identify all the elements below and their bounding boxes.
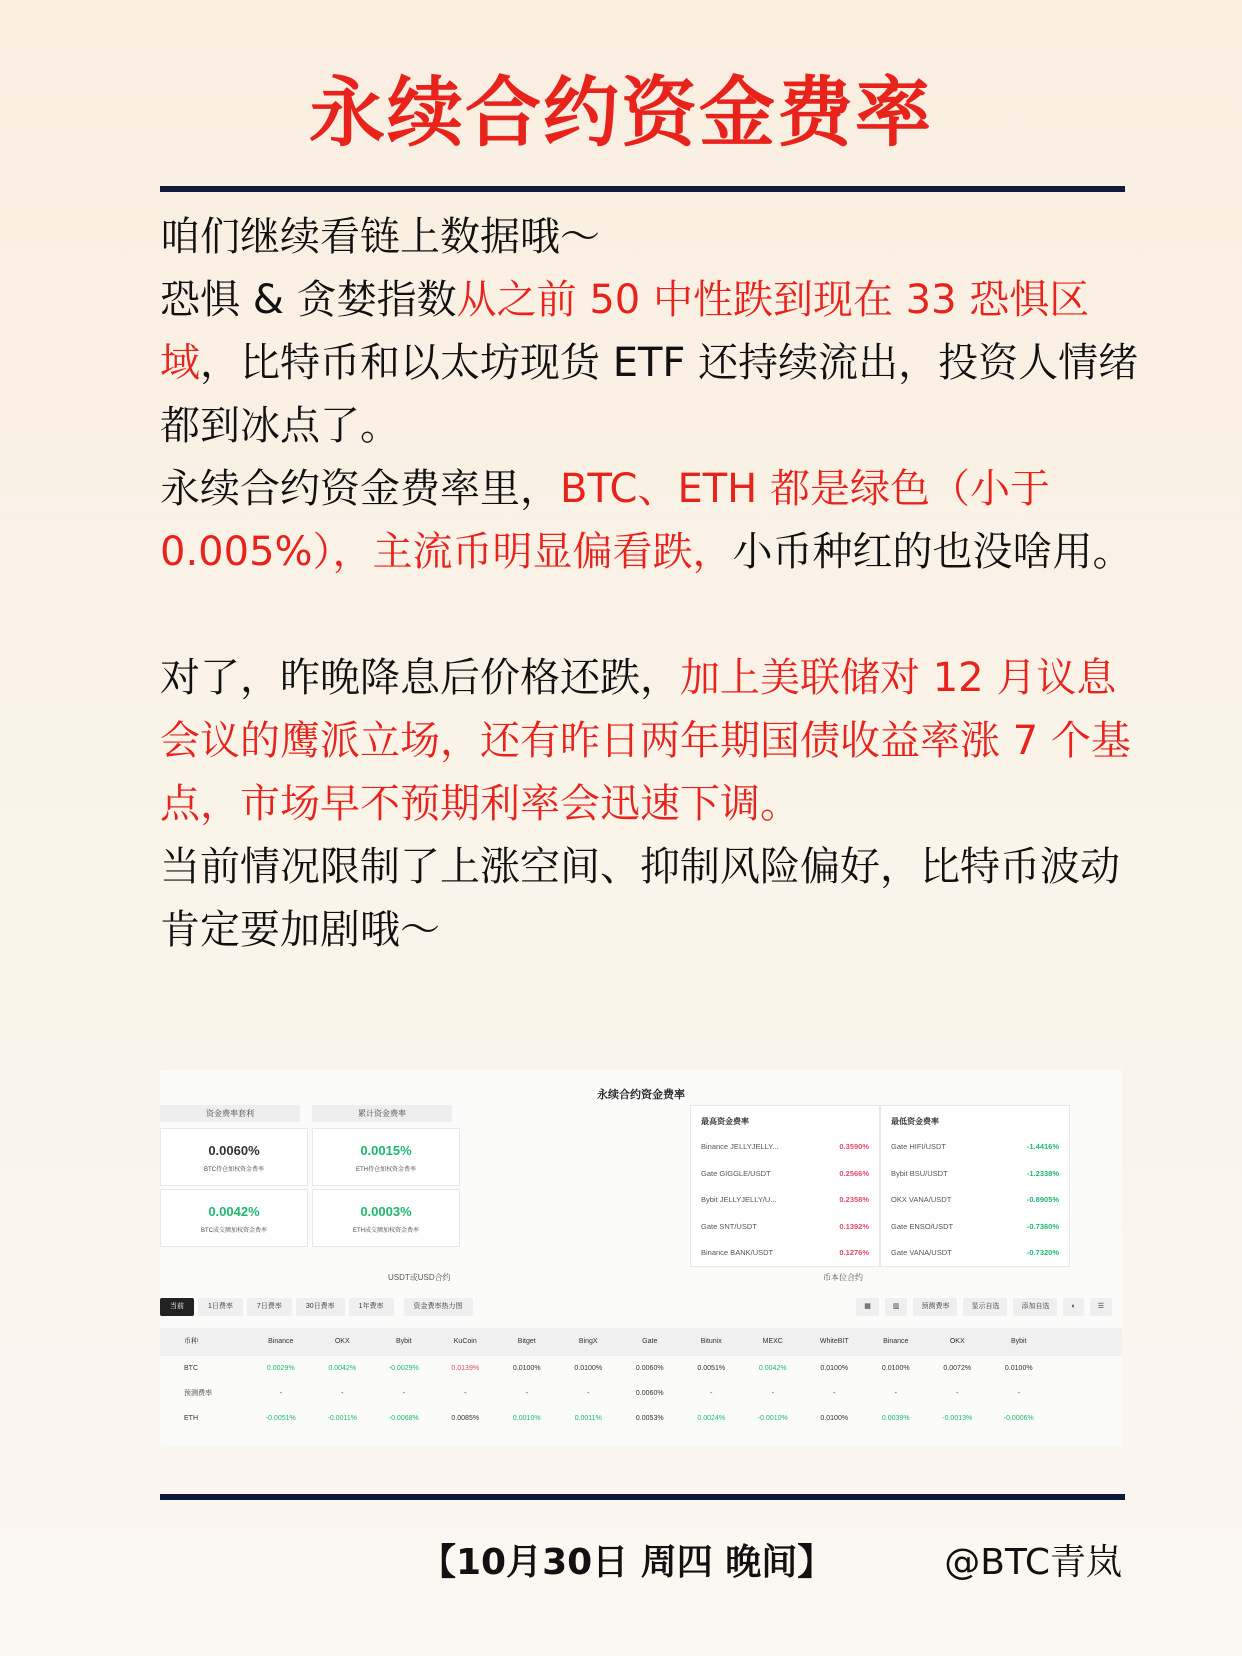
- rate-cell: 0.0100%: [820, 1415, 849, 1422]
- pair-name: Bybit BSU/USDT: [891, 1168, 948, 1178]
- rate-cell: 0.0139%: [451, 1365, 480, 1372]
- rate-cell: 0.0051%: [697, 1365, 726, 1372]
- coin-cell: ETH: [184, 1415, 198, 1422]
- rate-cell: -0.0029%: [388, 1365, 419, 1372]
- paragraph: [160, 836, 1140, 962]
- rank-row: [881, 1214, 1069, 1241]
- tab-5[interactable]: 资金费率热力图: [404, 1298, 473, 1316]
- rate-value: 0.0060%: [208, 1143, 260, 1158]
- tab-3[interactable]: 30日费率: [296, 1298, 345, 1316]
- rate-cell: 0.0072%: [943, 1365, 972, 1372]
- coin-cell: 预测费率: [184, 1390, 212, 1397]
- author-handle: @BTC青岚: [944, 1542, 1122, 1583]
- body-text-span: 永续合约资金费率里，: [160, 466, 560, 512]
- paragraph: [160, 647, 1140, 836]
- tab-1[interactable]: 1日费率: [198, 1298, 243, 1316]
- rate-cell: 0.0029%: [266, 1365, 295, 1372]
- body-text-span: ，比特币和以太坊现货 ETF 还持续流出，投资人情绪都到冰点了。: [160, 340, 1139, 449]
- rate-cell: -0.0013%: [942, 1415, 973, 1422]
- body-text-span: 恐惧 & 贪婪指数: [160, 277, 457, 323]
- rate-cell: 0.0039%: [881, 1415, 910, 1422]
- funding-rate-table: [160, 1328, 1122, 1432]
- rate-cell: -0.0068%: [388, 1415, 419, 1422]
- tool-button-2[interactable]: 预测费率: [913, 1298, 957, 1316]
- rank-header: 最高资金费率: [701, 1117, 749, 1126]
- cumulative-label: 累计资金费率: [312, 1105, 452, 1122]
- highlight-text: 加上美联储对 12 月议息会议的鹰派立场，还有昨日两年期国债收益率涨 7 个基点，市场早不预期利率会迅速下调。: [160, 655, 1131, 827]
- rank-row: [881, 1187, 1069, 1214]
- arbitrage-label: 资金费率套利: [160, 1105, 300, 1122]
- rate-cell: -: [771, 1390, 774, 1397]
- rate-cell: -: [402, 1390, 405, 1397]
- rate-cell: 0.0024%: [697, 1415, 726, 1422]
- rate-cell: -0.0011%: [327, 1415, 357, 1422]
- rate-cell: 0.0053%: [635, 1415, 664, 1422]
- pair-rate: 0.2358%: [839, 1195, 869, 1204]
- rate-cell: BingX: [578, 1338, 598, 1345]
- tab-2[interactable]: 7日费率: [247, 1298, 292, 1316]
- tab-4[interactable]: 1年费率: [349, 1298, 394, 1316]
- coin-margined-label: 币本位合约: [823, 1273, 863, 1282]
- rate-cell: 0.0085%: [451, 1415, 480, 1422]
- rate-cell: Gate: [642, 1338, 658, 1345]
- pair-name: Binance JELLYJELLY...: [701, 1142, 779, 1151]
- pair-rate: 0.1276%: [839, 1248, 869, 1257]
- pair-name: Gate VANA/USDT: [891, 1248, 952, 1257]
- rate-cell: KuCoin: [453, 1338, 477, 1345]
- date-footer: 【10月30日 周四 晚间】: [420, 1542, 834, 1583]
- bottom-divider: [160, 1494, 1125, 1500]
- blank-line: [160, 584, 1140, 647]
- tool-button-4[interactable]: 添加自选: [1013, 1298, 1057, 1316]
- rate-cell: 0.0010%: [512, 1415, 541, 1422]
- rate-cell: -0.0051%: [265, 1415, 296, 1422]
- rate-cell: WhiteBIT: [819, 1338, 849, 1345]
- rate-cell: 0.0042%: [328, 1365, 357, 1372]
- rate-cell: Binance: [268, 1338, 294, 1345]
- paragraph: [160, 269, 1140, 458]
- pair-rate: 0.3590%: [839, 1142, 869, 1151]
- rate-cell: 0.0060%: [635, 1390, 664, 1397]
- rank-row: [691, 1214, 879, 1241]
- rate-cell: MEXC: [762, 1338, 783, 1345]
- body-text-span: 当前情况限制了上涨空间、抑制风险偏好，比特币波动肯定要加剧哦～: [160, 844, 1120, 953]
- table-row: [160, 1406, 1122, 1432]
- top-divider: [160, 186, 1125, 192]
- rate-cell: -: [525, 1390, 528, 1397]
- rate-cell: -: [894, 1390, 897, 1397]
- paragraph: [160, 206, 1140, 269]
- rate-cell: -: [833, 1390, 836, 1397]
- pair-rate: -0.7320%: [1026, 1248, 1059, 1257]
- rank-row: [881, 1134, 1069, 1161]
- body-text-span: 小币种红的也没啥用。: [732, 529, 1133, 575]
- rate-cell: 0.0100%: [512, 1365, 541, 1372]
- rate-cell: 0.0042%: [758, 1365, 787, 1372]
- rate-cell: Bitunix: [700, 1338, 722, 1345]
- rate-card: [312, 1128, 460, 1186]
- highlight-text: BTC、ETH 都是绿色（小于 0.005%），主流币明显偏看跌，: [160, 466, 1050, 575]
- rate-label: BTC持仓加权资金费率: [203, 1167, 264, 1173]
- tool-button-0[interactable]: ▦: [856, 1298, 879, 1316]
- rate-cell: -: [956, 1390, 959, 1397]
- tool-button-6[interactable]: ☰: [1090, 1298, 1112, 1316]
- body-text-span: 对了，昨晚降息后价格还跌，: [160, 655, 680, 701]
- pair-name: Bybit JELLYJELLY/U...: [701, 1195, 777, 1204]
- body-text-span: 咱们继续看链上数据哦～: [160, 214, 600, 260]
- rate-cell: Bybit: [395, 1338, 412, 1345]
- paragraph: [160, 458, 1140, 584]
- pair-rate: -1.4416%: [1026, 1142, 1059, 1151]
- rate-cell: Bitget: [517, 1338, 536, 1345]
- rate-value: 0.0003%: [360, 1204, 412, 1219]
- rank-row: [691, 1134, 879, 1161]
- toolbar: [856, 1298, 1112, 1316]
- rank-row: [691, 1240, 879, 1267]
- pair-name: Gate GIGGLE/USDT: [701, 1168, 771, 1178]
- rate-card: [160, 1128, 308, 1186]
- pair-name: Binance BANK/USDT: [701, 1248, 774, 1257]
- rate-cell: 0.0060%: [635, 1365, 664, 1372]
- pair-rate: -0.8905%: [1026, 1195, 1059, 1204]
- rate-label: ETH成交额加权资金费率: [352, 1228, 419, 1234]
- pair-name: Gate ENSO/USDT: [891, 1221, 954, 1231]
- rate-cell: -0.0006%: [1003, 1415, 1034, 1422]
- rate-cell: -: [587, 1390, 590, 1397]
- lowest-rate-panel: [880, 1105, 1070, 1267]
- page-title: 永续合约资金费率: [309, 68, 933, 157]
- rank-row: [881, 1161, 1069, 1188]
- coin-cell: BTC: [184, 1365, 198, 1372]
- rate-cell: OKX: [334, 1338, 350, 1345]
- highest-rate-panel: [690, 1105, 880, 1267]
- table-row: [160, 1356, 1122, 1382]
- rate-value: 0.0015%: [360, 1143, 412, 1158]
- funding-rate-screenshot: [160, 1070, 1122, 1445]
- pair-rate: 0.1392%: [839, 1221, 869, 1231]
- rate-cell: 0.0100%: [881, 1365, 910, 1372]
- coin-cell: 币种: [184, 1338, 198, 1345]
- rate-cell: 0.0011%: [574, 1415, 602, 1422]
- rate-cell: Binance: [883, 1338, 909, 1345]
- pair-rate: -1.2338%: [1026, 1168, 1059, 1178]
- period-tabs: [160, 1298, 473, 1318]
- tool-button-5[interactable]: ◐: [1063, 1298, 1083, 1316]
- rate-label: ETH持仓加权资金费率: [355, 1167, 416, 1173]
- rate-label: BTC成交额加权资金费率: [200, 1228, 267, 1234]
- tool-button-3[interactable]: 显示自选: [963, 1298, 1007, 1316]
- highlight-text: 从之前 50 中性跌到现在 33 恐惧区域: [160, 277, 1090, 386]
- rate-cell: 0.0100%: [820, 1365, 849, 1372]
- rate-cell: -: [710, 1390, 713, 1397]
- table-header: [160, 1328, 1122, 1356]
- rate-cell: -: [279, 1390, 282, 1397]
- usdt-section-label: USDT或USD合约: [388, 1273, 451, 1282]
- rate-cell: -: [1017, 1390, 1020, 1397]
- rate-cell: Bybit: [1010, 1338, 1027, 1345]
- rate-cell: -0.0010%: [757, 1415, 788, 1422]
- rate-card: [312, 1189, 460, 1247]
- rank-row: [691, 1161, 879, 1188]
- rate-cell: 0.0100%: [1004, 1365, 1033, 1372]
- pair-name: Gate HIFI/USDT: [891, 1142, 947, 1151]
- rank-row: [691, 1187, 879, 1214]
- rate-cell: 0.0100%: [574, 1365, 603, 1372]
- article-body: [160, 206, 1140, 962]
- rate-value: 0.0042%: [208, 1204, 260, 1219]
- screenshot-title: 永续合约资金费率: [597, 1089, 685, 1101]
- rate-cell: -: [341, 1390, 344, 1397]
- rank-row: [881, 1240, 1069, 1267]
- pair-rate: -0.7360%: [1026, 1221, 1059, 1231]
- rank-header: 最低资金费率: [891, 1117, 939, 1126]
- tab-0[interactable]: 当前: [160, 1298, 194, 1316]
- tool-button-1[interactable]: ▥: [885, 1298, 908, 1316]
- table-row: [160, 1382, 1122, 1406]
- rate-card: [160, 1189, 308, 1247]
- rate-cell: OKX: [949, 1338, 965, 1345]
- pair-name: OKX VANA/USDT: [891, 1195, 952, 1204]
- pair-rate: 0.2566%: [839, 1168, 869, 1178]
- rate-cell: -: [464, 1390, 467, 1397]
- pair-name: Gate SNT/USDT: [701, 1221, 757, 1231]
